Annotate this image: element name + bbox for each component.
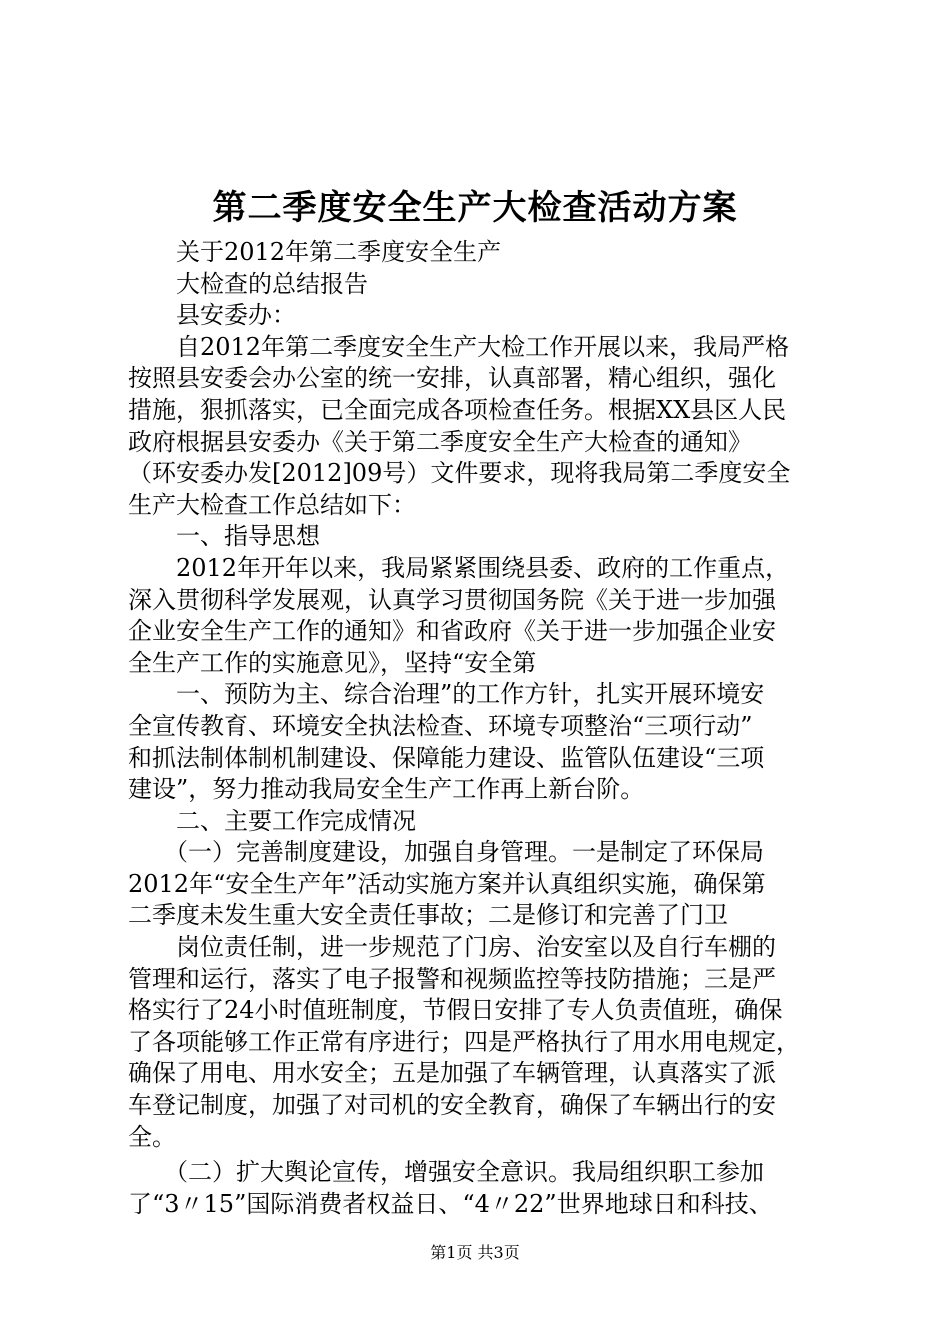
body-line: 自2012年第二季度安全生产大检工作开展以来，我局严格: [128, 332, 790, 361]
body-line: （二）扩大舆论宣传，增强安全意识。我局组织职工参加: [128, 1158, 764, 1187]
body-line: 深入贯彻科学发展观，认真学习贯彻国务院《关于进一步加强: [128, 585, 776, 614]
body-line: 县安委办：: [128, 301, 296, 330]
section-heading: 二、主要工作完成情况: [128, 806, 416, 835]
body-line: 岗位责任制，进一步规范了门房、治安室以及自行车棚的: [128, 933, 776, 962]
body-line: 了各项能够工作正常有序进行；四是严格执行了用水用电规定，: [128, 1027, 800, 1056]
body-line: 大检查的总结报告: [128, 269, 368, 298]
section-heading: 一、指导思想: [128, 522, 320, 551]
body-line: 和抓法制体制机制建设、保障能力建设、监管队伍建设“三项: [128, 743, 765, 772]
body-line: 格实行了24小时值班制度，节假日安排了专人负责值班，确保: [128, 996, 783, 1025]
body-line: 2012年“安全生产年”活动实施方案并认真组织实施，确保第: [128, 869, 766, 898]
body-line: 车登记制度，加强了对司机的安全教育，确保了车辆出行的安: [128, 1091, 776, 1120]
body-line: 建设”，努力推动我局安全生产工作再上新台阶。: [128, 775, 645, 804]
body-line: 一、预防为主、综合治理”的工作方针，扎实开展环境安: [128, 680, 765, 709]
body-line: （环安委办发[2012]09号）文件要求，现将我局第二季度安全: [128, 459, 791, 488]
body-line: 全生产工作的实施意见》，坚持“安全第: [128, 648, 537, 677]
body-line: 按照县安委会办公室的统一安排，认真部署，精心组织，强化: [128, 364, 776, 393]
document-title: 第二季度安全生产大检查活动方案: [212, 188, 738, 228]
document-body: [128, 237, 832, 1220]
body-line: 管理和运行，落实了电子报警和视频监控等技防措施；三是严: [128, 964, 776, 993]
body-line: 企业安全生产工作的通知》和省政府《关于进一步加强企业安: [128, 617, 776, 646]
page-footer: 第1页 共3页: [430, 1243, 520, 1262]
body-line: 确保了用电、用水安全；五是加强了车辆管理，认真落实了派: [128, 1059, 776, 1088]
body-line: 全。: [128, 1122, 176, 1151]
body-line: 二季度未发生重大安全责任事故；二是修订和完善了门卫: [128, 901, 728, 930]
body-line: 生产大检查工作总结如下：: [128, 490, 416, 519]
body-line: 2012年开年以来，我局紧紧围绕县委、政府的工作重点，: [128, 553, 790, 582]
body-line: （一）完善制度建设，加强自身管理。一是制定了环保局: [128, 838, 764, 867]
body-line: 了“3〃15”国际消费者权益日、“4〃22”世界地球日和科技、: [128, 1189, 773, 1218]
body-line: 措施，狠抓落实，已全面完成各项检查任务。根据XX县区人民: [128, 395, 787, 424]
body-line: 关于2012年第二季度安全生产: [128, 238, 502, 266]
body-line: 政府根据县安委办《关于第二季度安全生产大检查的通知》: [128, 427, 752, 456]
body-line: 全宣传教育、环境安全执法检查、环境专项整治“三项行动”: [128, 711, 753, 740]
